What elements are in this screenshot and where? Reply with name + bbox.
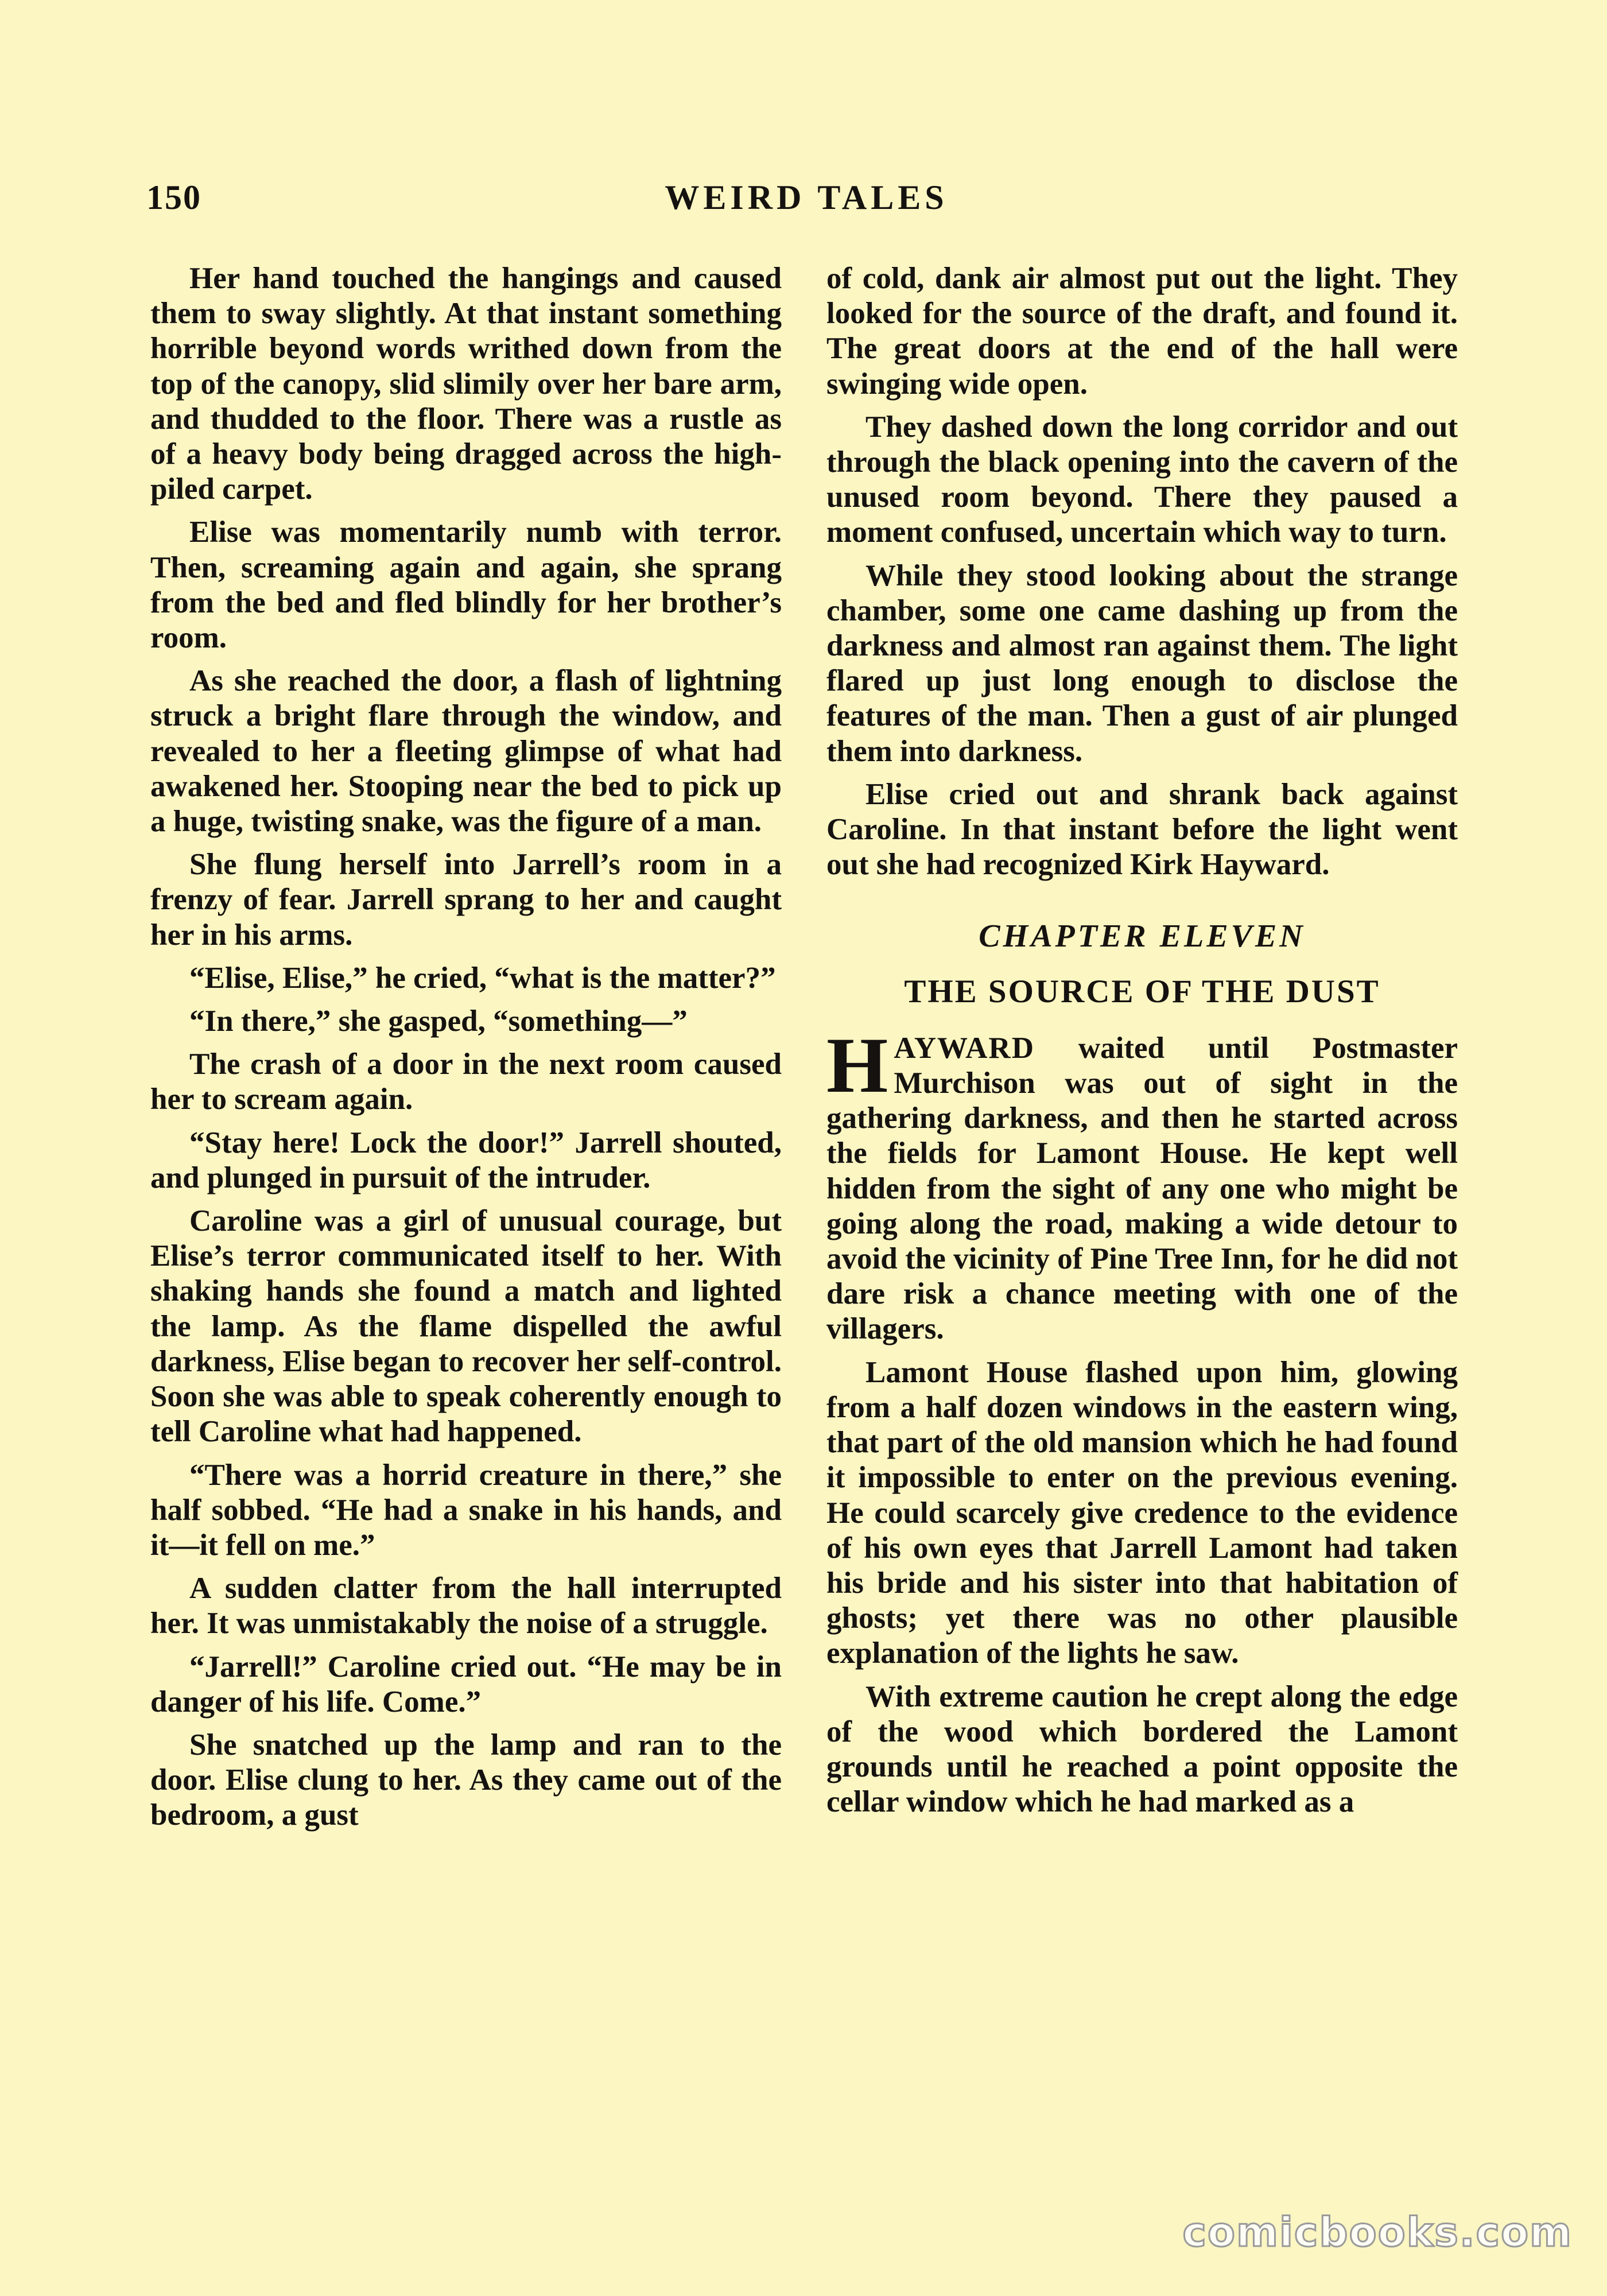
chapter-opening-paragraph [826, 1021, 1458, 1347]
paragraph: “Elise, Elise,” he cried, “what is the matter?” [189, 961, 776, 995]
chapter-title: THE SOURCE OF THE DUST [904, 973, 1380, 1010]
paragraph: Elise cried out and shrank back against Caroline. In that instant before the light went out she had recognized Kirk Hayward. [826, 777, 1458, 882]
paragraph: of cold, dank air almost put out the light. They looked for the source of the draft, and found it. The great doors at the end of the hall were swinging wide open. [826, 262, 1458, 401]
opening-paragraph-text: waited until Postmaster Murchison was out of sight in the gathering darkness, and then he started across the fields for Lamont House. He kept well hidden from the sight of any one who might be going along the road, making a wide detour to avoid the vicinity of Pine Tree Inn, for he did not dare risk a chance meeting with one of the villagers. [826, 1031, 1458, 1346]
page-number: 150 [146, 179, 201, 216]
paragraph: As she reached the door, a flash of lightning struck a bright flare through the window, and revealed to her a fleeting glimpse of what had awakened her. Stooping near the bed to pick up a huge, twisting snake, was the figure of a man. [150, 664, 782, 839]
running-title: WEIRD TALES [665, 179, 948, 216]
paragraph: “There was a horrid creature in there,” she half sobbed. “He had a snake in his hands, and it—it fell on me.” [150, 1458, 782, 1562]
right-column [826, 261, 1458, 1828]
paragraph: Caroline was a girl of unusual courage, but Elise’s terror communicated itself to her. With shaking hands she found a match and lighted the lamp. As the flame dispelled the awful darkness, Elise began to recover her self-control. Soon she was able to speak coherently enough to tell Caroline what had happened. [150, 1204, 782, 1449]
paragraph: With extreme caution he crept along the edge of the wood which bordered the Lamont grounds until he reached a point opposite the cellar window which he had marked as a [826, 1680, 1458, 1819]
opening-small-caps: AYWARD [894, 1031, 1035, 1065]
left-column [150, 261, 782, 1841]
paragraph: The crash of a door in the next room caused her to scream again. [150, 1048, 782, 1116]
paragraph: Lamont House flashed upon him, glowing from a half dozen windows in the eastern wing, that part of the old mansion which he had found it impossible to enter on the previous evening. He could scarcely give credence to the evidence of his own eyes that Jarrell Lamont had taken his bride and his sister into that habitation of ghosts; yet there was no other plausible explanation of the lights he saw. [826, 1355, 1458, 1670]
paragraph: A sudden clatter from the hall interrupted her. It was unmistakably the noise of a struggle. [150, 1572, 782, 1640]
watermark: comicbooks.com [1182, 2209, 1573, 2256]
paragraph: Her hand touched the hangings and caused them to sway slightly. At that instant something horrible beyond words writhed down from the top of the canopy, slid slimily over her bare arm, and thudded to the floor. There was a rustle as of a heavy body being dragged across the high-piled carpet. [150, 262, 782, 506]
paragraph: “Jarrell!” Caroline cried out. “He may be in danger of his life. Come.” [150, 1650, 782, 1719]
paragraph: “Stay here! Lock the door!” Jarrell shouted, and plunged in pursuit of the intruder. [150, 1126, 782, 1194]
paragraph: She flung herself into Jarrell’s room in a frenzy of fear. Jarrell sprang to her and caught her in his arms. [150, 848, 782, 952]
paragraph: Elise was momentarily numb with terror. Then, screaming again and again, she sprang from the bed and fled blindly for her brother’s room. [150, 515, 782, 655]
paragraph: While they stood looking about the strange chamber, some one came dashing up from the darkness and almost ran against them. The light flared up just long enough to disclose the features of the man. Then a gust of air plunged them into darkness. [826, 559, 1458, 768]
paragraph: She snatched up the lamp and ran to the door. Elise clung to her. As they came out of the bedroom, a gust [150, 1728, 782, 1832]
drop-cap: H [826, 1021, 888, 1109]
chapter-heading: CHAPTER ELEVEN [979, 918, 1306, 955]
paragraph: They dashed down the long corridor and out through the black opening into the cavern of the unused room beyond. There they paused a moment confused, uncertain which way to turn. [826, 410, 1458, 549]
paragraph: “In there,” she gasped, “something—” [189, 1004, 688, 1038]
page-header [146, 172, 1466, 224]
